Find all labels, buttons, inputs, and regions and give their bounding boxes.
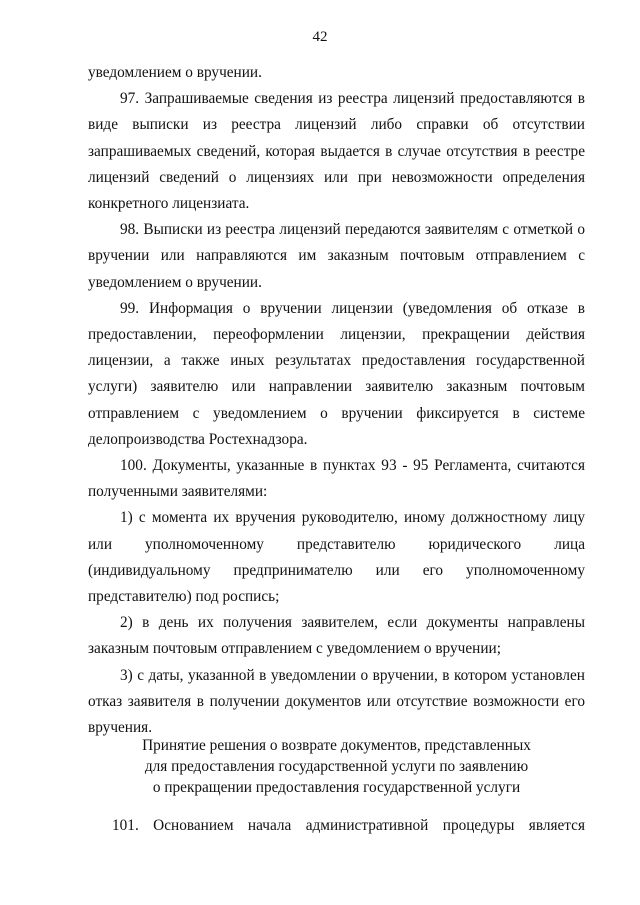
- section-heading-line: Принятие решения о возврате документов, представленных: [142, 737, 531, 754]
- paragraph-continuation: уведомлением о вручении.: [88, 64, 262, 81]
- paragraph-100-item-3: 3) с даты, указанной в уведомлении о вручении, в котором установлен отказ заявителя в получении документов или отсутствие возможности его вручения.: [88, 666, 585, 737]
- page-number: 42: [312, 29, 328, 45]
- paragraph-99: 99. Информация о вручении лицензии (уведомления об отказе в предоставлении, переоформлении лицензии, прекращении действия лицензии, а также иных результатах предоставления государственной услуги) заявителю или направлении заявителю заказным почтовым отправлением с уведомлением о вручении фиксируется в системе делопроизводства Ростехнадзора.: [88, 299, 585, 448]
- paragraph-98: 98. Выписки из реестра лицензий передаются заявителям с отметкой о вручении или направляются им заказным почтовым отправлением с уведомлением о вручении.: [88, 221, 585, 291]
- paragraph-101-start: 101. Основанием начала административной процедуры является: [112, 817, 585, 834]
- section-heading: [88, 735, 585, 798]
- paragraph-100-item-2: 2) в день их получения заявителем, если документы направлены заказным почтовым отправлением с уведомлением о вручении;: [88, 614, 585, 658]
- paragraph-100-item-1: 1) с момента их вручения руководителю, иному должностному лицу или уполномоченному представителю юридического лица (индивидуальному предпринимателю или его уполномоченному представителю) под роспись;: [88, 509, 585, 606]
- section-heading-line: для предоставления государственной услуги по заявлению: [144, 758, 529, 775]
- paragraph-97: 97. Запрашиваемые сведения из реестра лицензий предоставляются в виде выписки из реестра лицензий либо справки об отсутствии запрашиваемых сведений, которая выдается в случае отсутствия в реестре лицензий сведений о лицензиях или при невозможности определения конкретного лицензиата.: [88, 90, 585, 213]
- body-text: [88, 60, 585, 741]
- paragraph-100: 100. Документы, указанные в пунктах 93 - 95 Регламента, считаются полученными заявителями:: [88, 457, 585, 501]
- section-heading-line: о прекращении предоставления государственной услуги: [152, 779, 521, 796]
